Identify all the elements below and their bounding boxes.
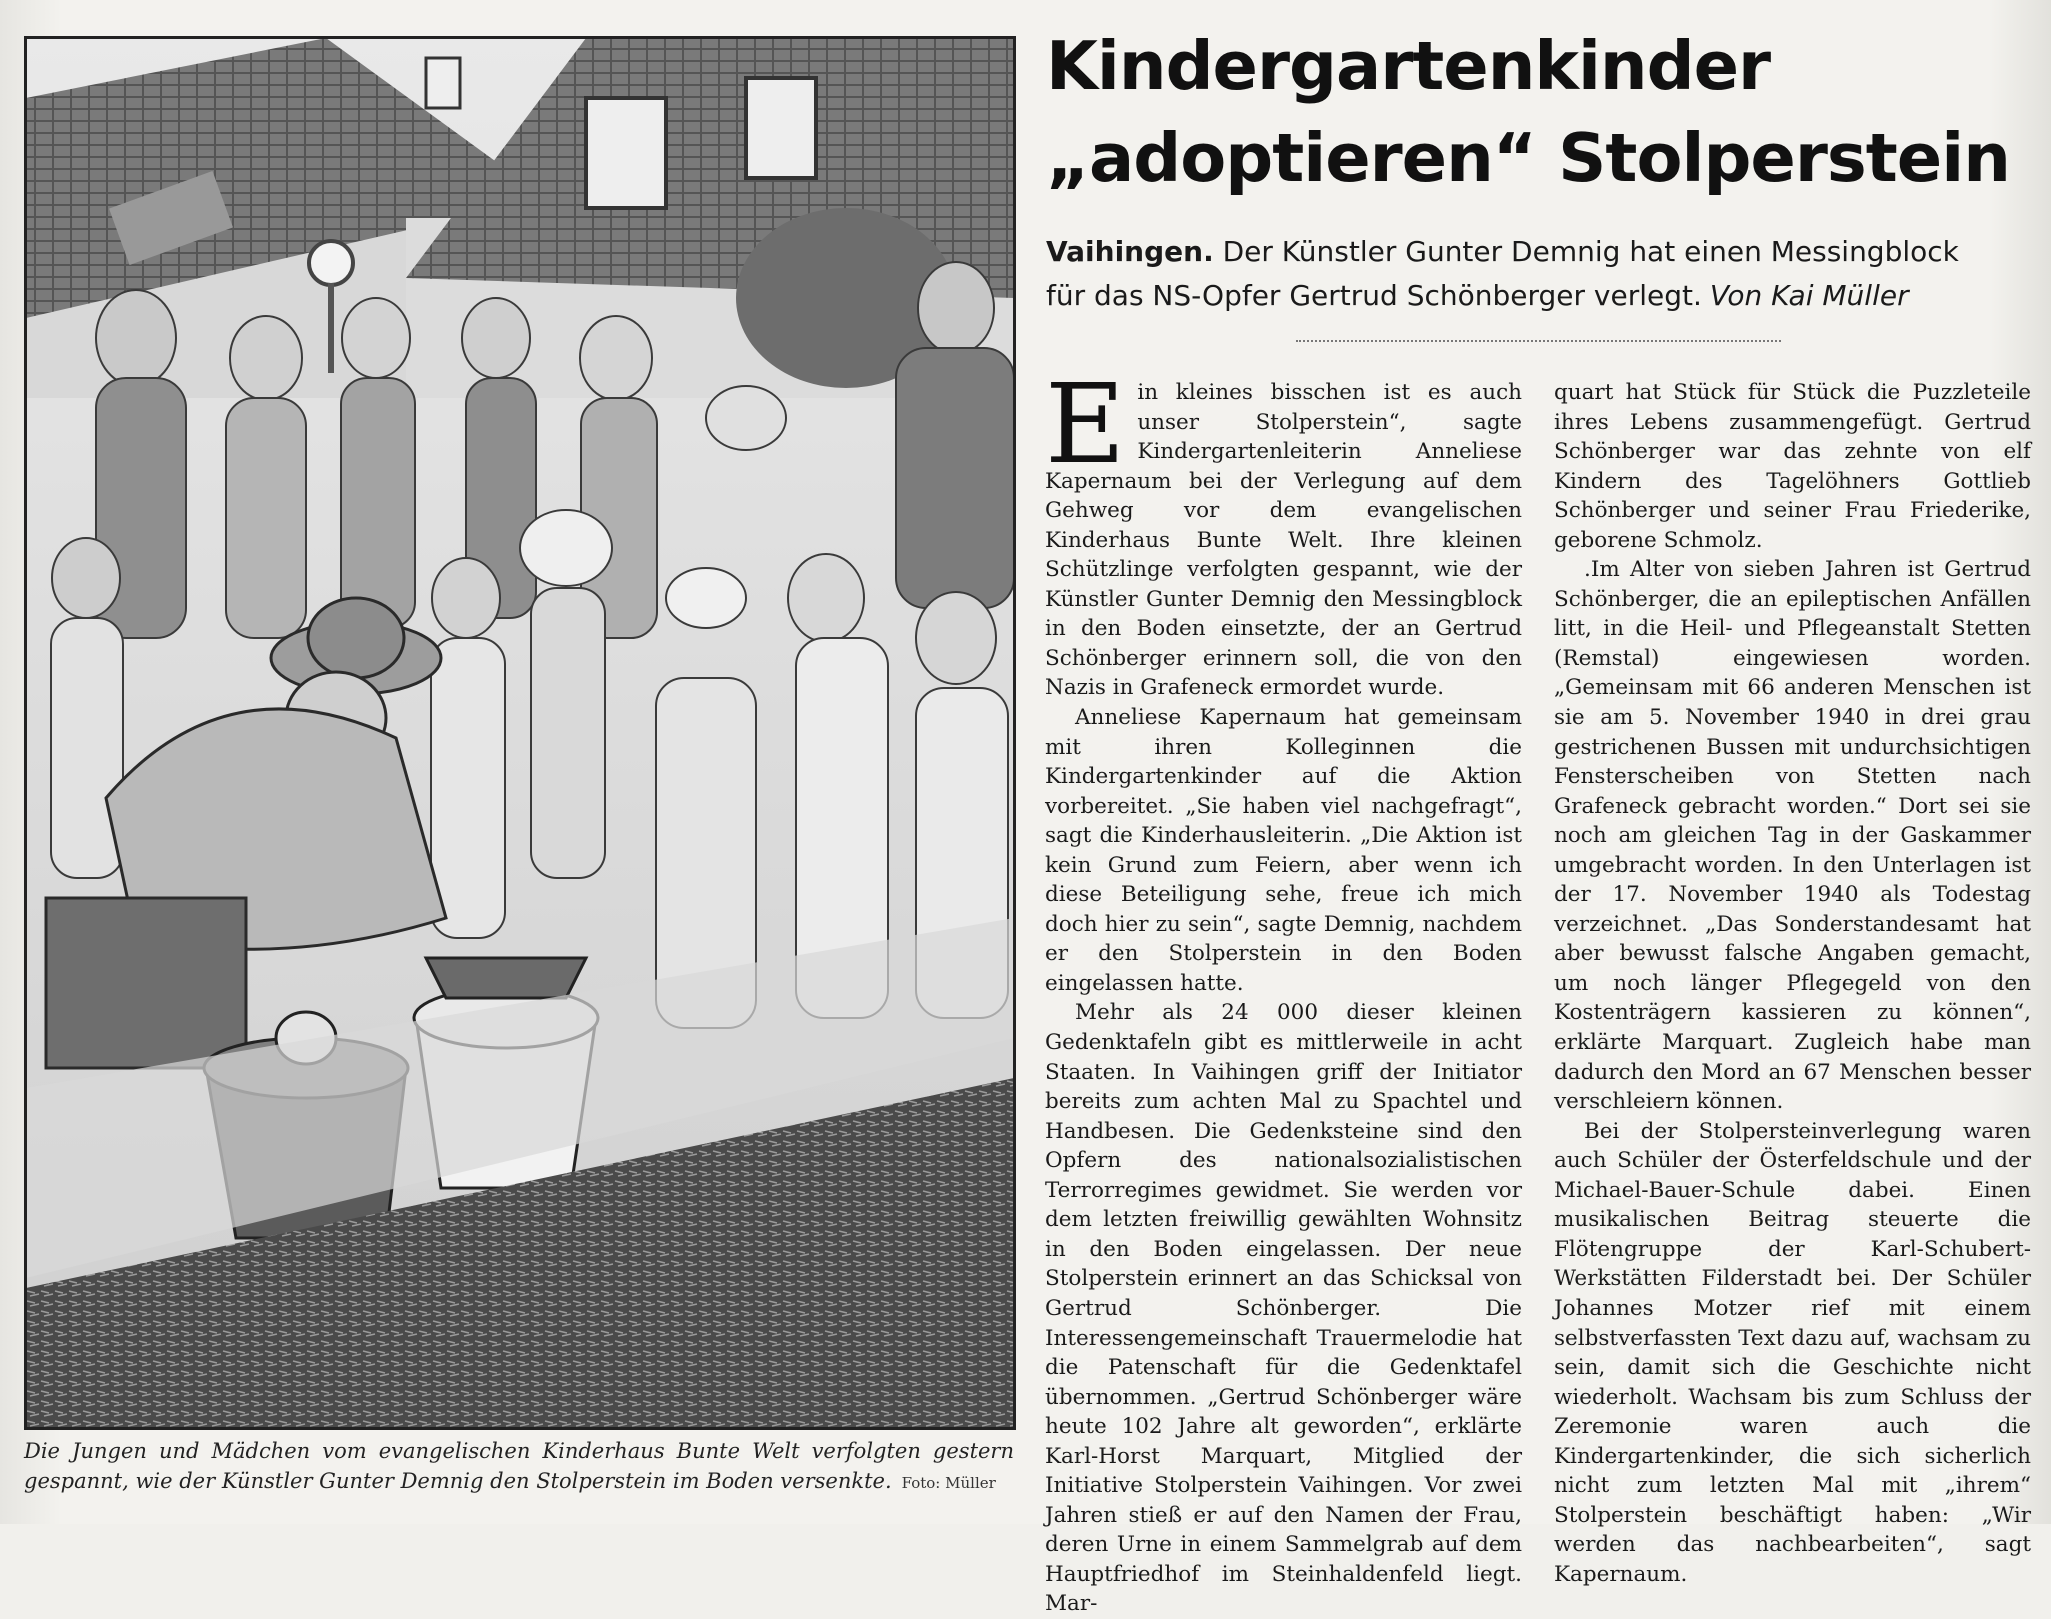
photo-illustration [26, 38, 1014, 1428]
lead-paragraph [1046, 230, 1986, 318]
byline: Von Kai Müller [1709, 279, 1909, 312]
paragraph: Mehr als 24 000 dieser kleinen Gedenktafeln gibt es mittlerweile in acht Staaten. In Vaihingen griff der Initiator bereits zum achten Mal zu Spachtel und Handbesen. Die Gedenksteine sind den Opfern des nationalsozialistischen Terrorregimes gewidmet. Sie werden vor dem letzten freiwillig gewählten Wohnsitz in den Boden eingelassen. Der neue Stolperstein erinnert an das Schicksal von Gertrud Schönberger. Die Interessengemeinschaft Trauermelodie hat die Patenschaft für die Gedenktafel übernommen. „Gertrud Schönberger wäre heute 102 Jahre alt geworden“, erklärte Karl-Horst Marquart, Mitglied der Initiative Stolperstein Vaihingen. Vor zwei Jahren stieß er auf den Namen der Frau, deren Urne in einem Sammelgrab auf dem Hauptfriedhof im Steinhaldenfeld liegt. Mar- [1045, 1000, 1522, 1617]
headline [1046, 20, 2036, 204]
photo-caption [24, 1436, 1014, 1498]
article-photo [24, 36, 1016, 1430]
caption-text: Die Jungen und Mädchen vom evangelischen Kinderhaus Bunte Welt verfolgten gestern gespannt, wie der Künstler Gunter Demnig den Stolperstein im Boden versenkte. [24, 1439, 1014, 1493]
paragraph: .Im Alter von sieben Jahren ist Gertrud Schönberger, die an epileptischen Anfällen litt, in die Heil- und Pflegeanstalt Stetten (Remstal) eingewiesen worden. „Gemeinsam mit 66 anderen Menschen ist sie am 5. November 1940 in drei grau gestrichenen Bussen mit undurchsichtigen Fensterscheiben von Stetten nach Grafeneck gebracht worden.“ Dort sei sie noch am gleichen Tag in der Gaskammer umgebracht worden. In den Unterlagen ist der 17. November 1940 als Todestag verzeichnet. „Das Sonderstandesamt hat aber bewusst falsche Angaben gemacht, um noch länger Pflegegeld von den Kostenträgern kassieren zu können“, erklärte Marquart. Zugleich habe man dadurch den Mord an 67 Menschen besser verschleiern können. [1554, 557, 2031, 1115]
divider [1296, 340, 1781, 342]
dateline: Vaihingen. [1046, 235, 1214, 268]
article-column-1 [1045, 360, 1522, 1619]
headline-line-1: Kindergartenkinder [1046, 27, 1771, 105]
paragraph: Bei der Stolpersteinverlegung waren auch Schüler der Österfeldschule und der Michael-Bauer-Schule dabei. Einen musikalischen Beitrag steuerte die Flötengruppe der Karl-Schubert-Werkstätten Filderstadt bei. Der Schüler Johannes Motzer rief mit einem selbstverfassten Text dazu auf, wachsam zu sein, damit sich die Geschichte nicht wiederholt. Wachsam bis zum Schluss der Zeremonie waren auch die Kindergartenkinder, die sich sicherlich nicht zum letzten Mal mit „ihrem“ Stolperstein beschäftigt haben: „Wir werden das nachbearbeiten“, sagt Kapernaum. [1554, 1118, 2031, 1587]
paragraph-text: in kleines bisschen ist es auch unser Stolperstein“, sagte Kindergartenleiterin Anneliese Kapernaum bei der Verlegung auf dem Gehweg vor dem evangelischen Kinderhaus Bunte Welt. Ihre kleinen Schützlinge verfolgten gespannt, wie der Künstler Gunter Demnig den Messingblock in den Boden einsetzte, der an Gertrud Schönberger erinnern soll, die von den Nazis in Grafeneck ermordet wurde. [1045, 380, 1522, 701]
paragraph: Anneliese Kapernaum hat gemeinsam mit ihren Kolleginnen die Kindergartenkinder auf die Aktion vorbereitet. „Sie haben viel nachgefragt“, sagt die Kinderhausleiterin. „Die Aktion ist kein Grund zum Feiern, aber wenn ich diese Beteiligung sehe, freue ich mich doch hier zu sein“, sagte Demnig, nachdem er den Stolperstein in den Boden eingelassen hatte. [1045, 705, 1522, 996]
photo-credit: Foto: Müller [901, 1474, 996, 1492]
headline-line-2: „adoptieren“ Stolperstein [1046, 119, 2010, 197]
paragraph [1045, 360, 1522, 703]
lead-text: Der Künstler Gunter Demnig hat einen Messingblock für das NS-Opfer Gertrud Schönberger verlegt. [1046, 235, 1959, 312]
paragraph: quart hat Stück für Stück die Puzzleteile ihres Lebens zusammengefügt. Gertrud Schönberger war das zehnte von elf Kindern des Tagelöhners Gottlieb Schönberger und seiner Frau Friederike, geborene Schmolz. [1554, 380, 2031, 553]
article-column-2 [1554, 378, 2031, 1589]
drop-cap: E [1045, 360, 1126, 488]
